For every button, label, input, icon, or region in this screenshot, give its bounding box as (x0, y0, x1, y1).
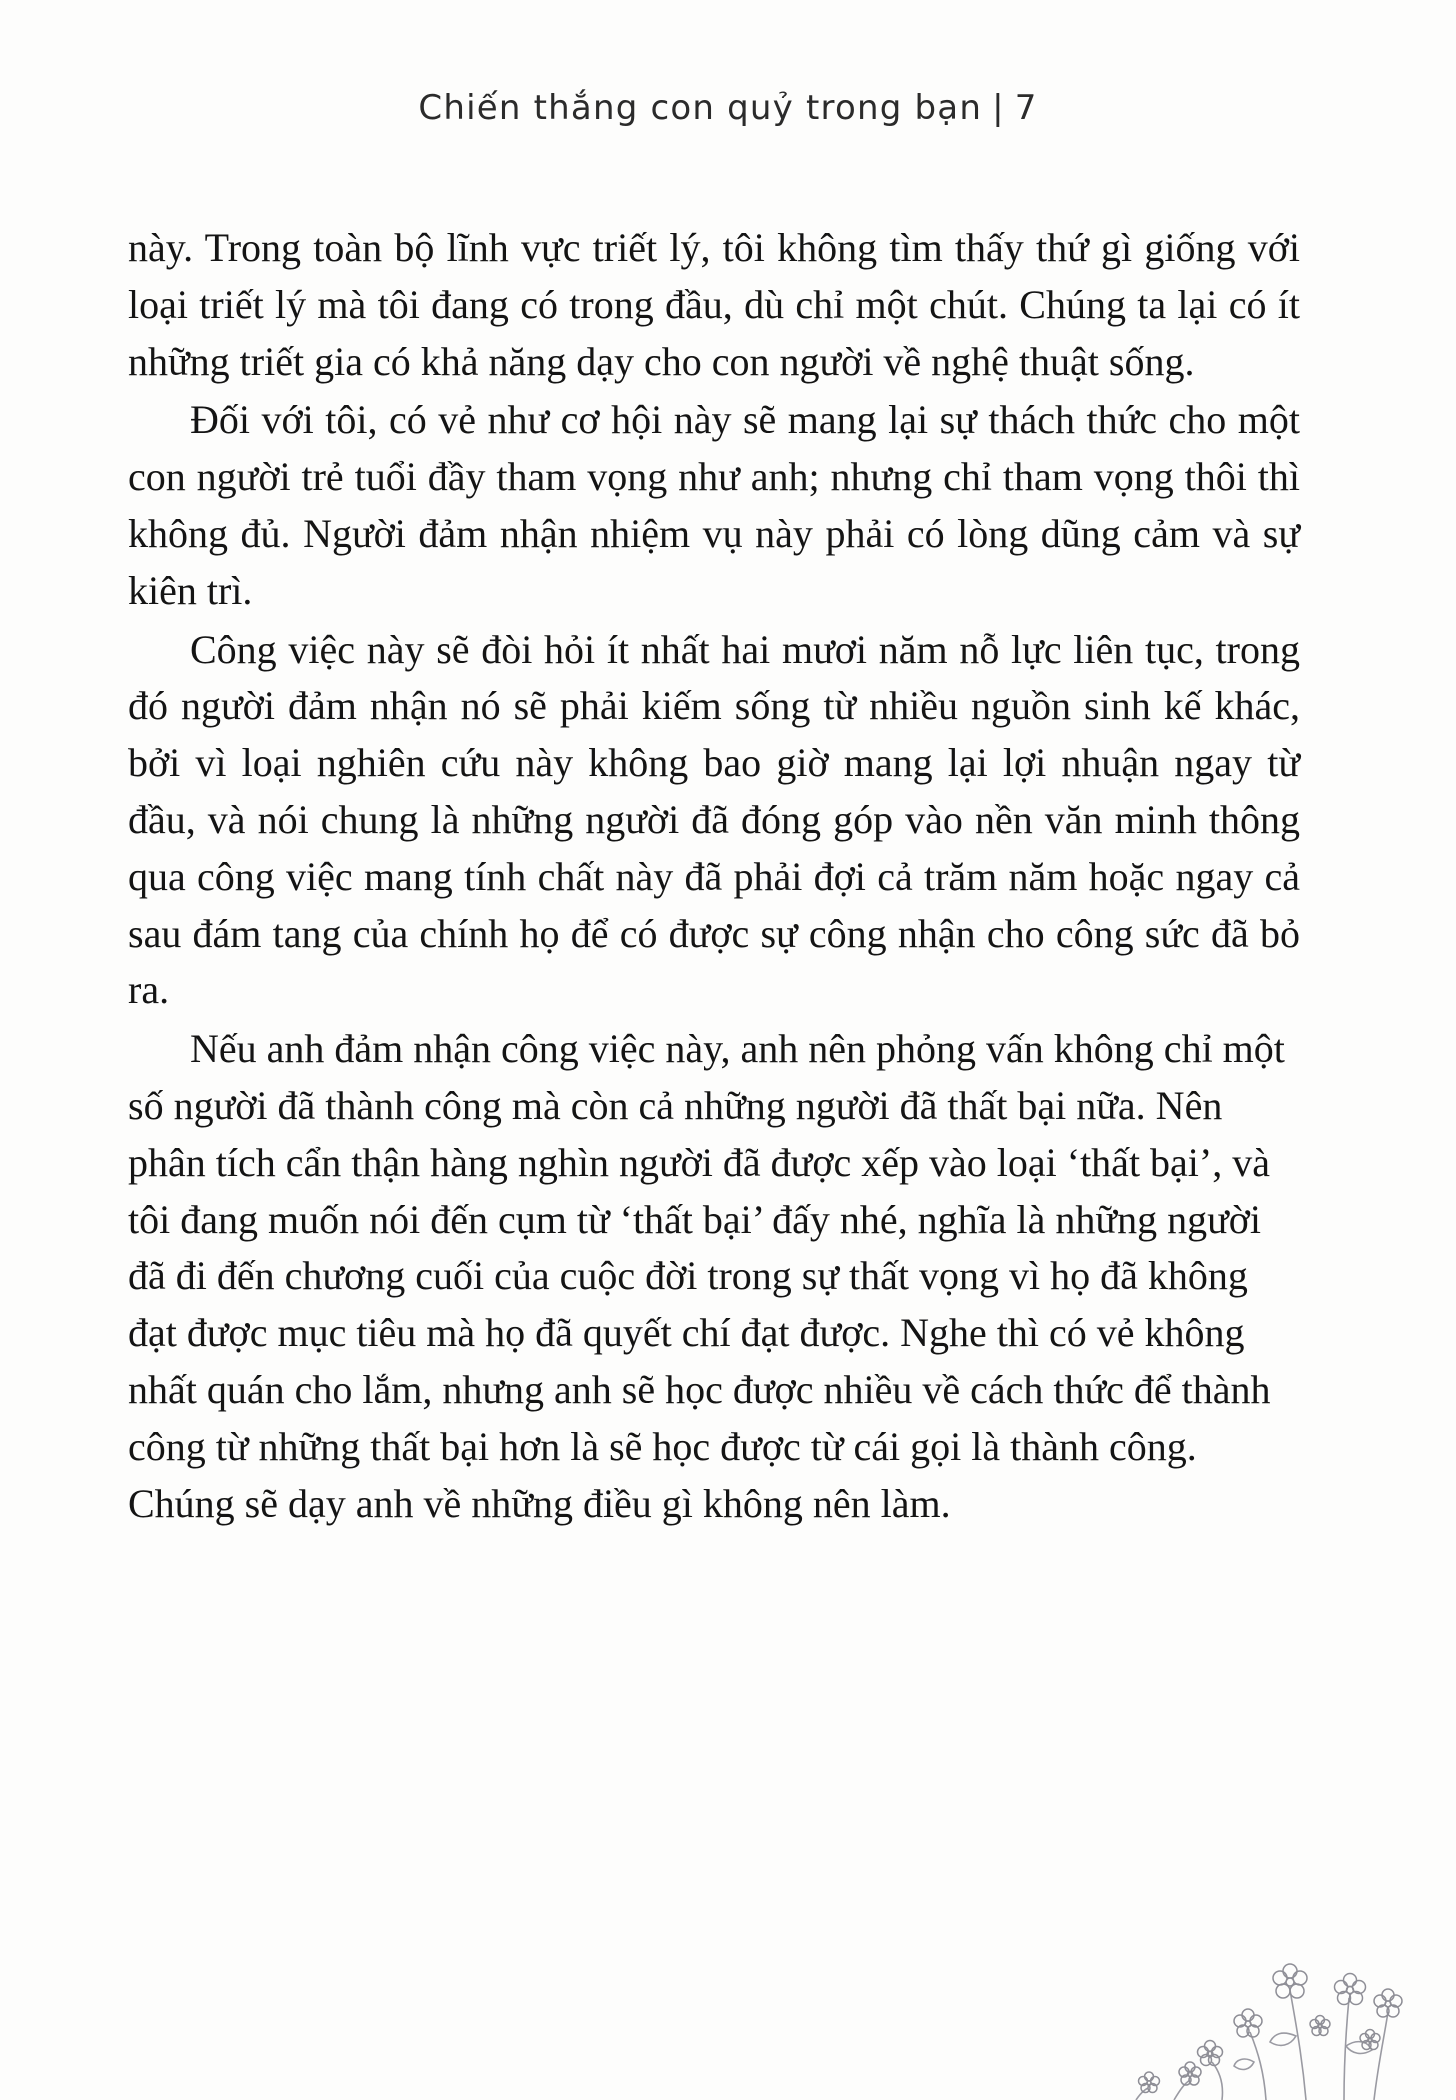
paragraph-1: này. Trong toàn bộ lĩnh vực triết lý, tôi không tìm thấy thứ gì giống với loại triết lý mà tôi đang có trong đầu, dù chỉ một chút. Chúng ta lại có ít những triết gia có khả năng dạy cho con người về nghệ thuật sống. (128, 225, 1300, 384)
running-head (0, 88, 1456, 128)
page-number: 7 (1014, 88, 1038, 128)
paragraph-4: Nếu anh đảm nhận công việc này, anh nên phỏng vấn không chỉ một số người đã thành công mà còn cả những người đã thất bại nữa. Nên phân tích cẩn thận hàng nghìn người đã được xếp vào loại ‘thất bại’, và tôi đang muốn nói đến cụm từ ‘thất bại’ đấy nhé, nghĩa là những người đã đi đến chương cuối của cuộc đời trong sự thất vọng vì họ đã không đạt được mục tiêu mà họ đã quyết chí đạt được. Nghe thì có vẻ không nhất quán cho lắm, nhưng anh sẽ học được nhiều về cách thức để thành công từ những thất bại hơn là sẽ học được từ cái gọi là thành công. Chúng sẽ dạy anh về những điều gì không nên làm. (128, 1026, 1285, 1526)
body-text (128, 220, 1300, 1534)
running-head-separator: | (992, 88, 1005, 128)
paragraph-2: Đối với tôi, có vẻ như cơ hội này sẽ mang lại sự thách thức cho một con người trẻ tuổi đầy tham vọng như anh; nhưng chỉ tham vọng thôi thì không đủ. Người đảm nhận nhiệm vụ này phải có lòng dũng cảm và sự kiên trì. (128, 397, 1300, 613)
running-head-title: Chiến thắng con quỷ trong bạn (418, 88, 983, 128)
paragraph-3: Công việc này sẽ đòi hỏi ít nhất hai mươi năm nỗ lực liên tục, trong đó người đảm nhận nó sẽ phải kiếm sống từ nhiều nguồn sinh kế khác, bởi vì loại nghiên cứu này không bao giờ mang lại lợi nhuận ngay từ đầu, và nói chung là những người đã đóng góp vào nền văn minh thông qua công việc mang tính chất này đã phải đợi cả trăm năm hoặc ngay cả sau đám tang của chính họ để có được sự công nhận cho công sức đã bỏ ra. (128, 626, 1300, 1013)
flower-ornament (1044, 1840, 1404, 2100)
